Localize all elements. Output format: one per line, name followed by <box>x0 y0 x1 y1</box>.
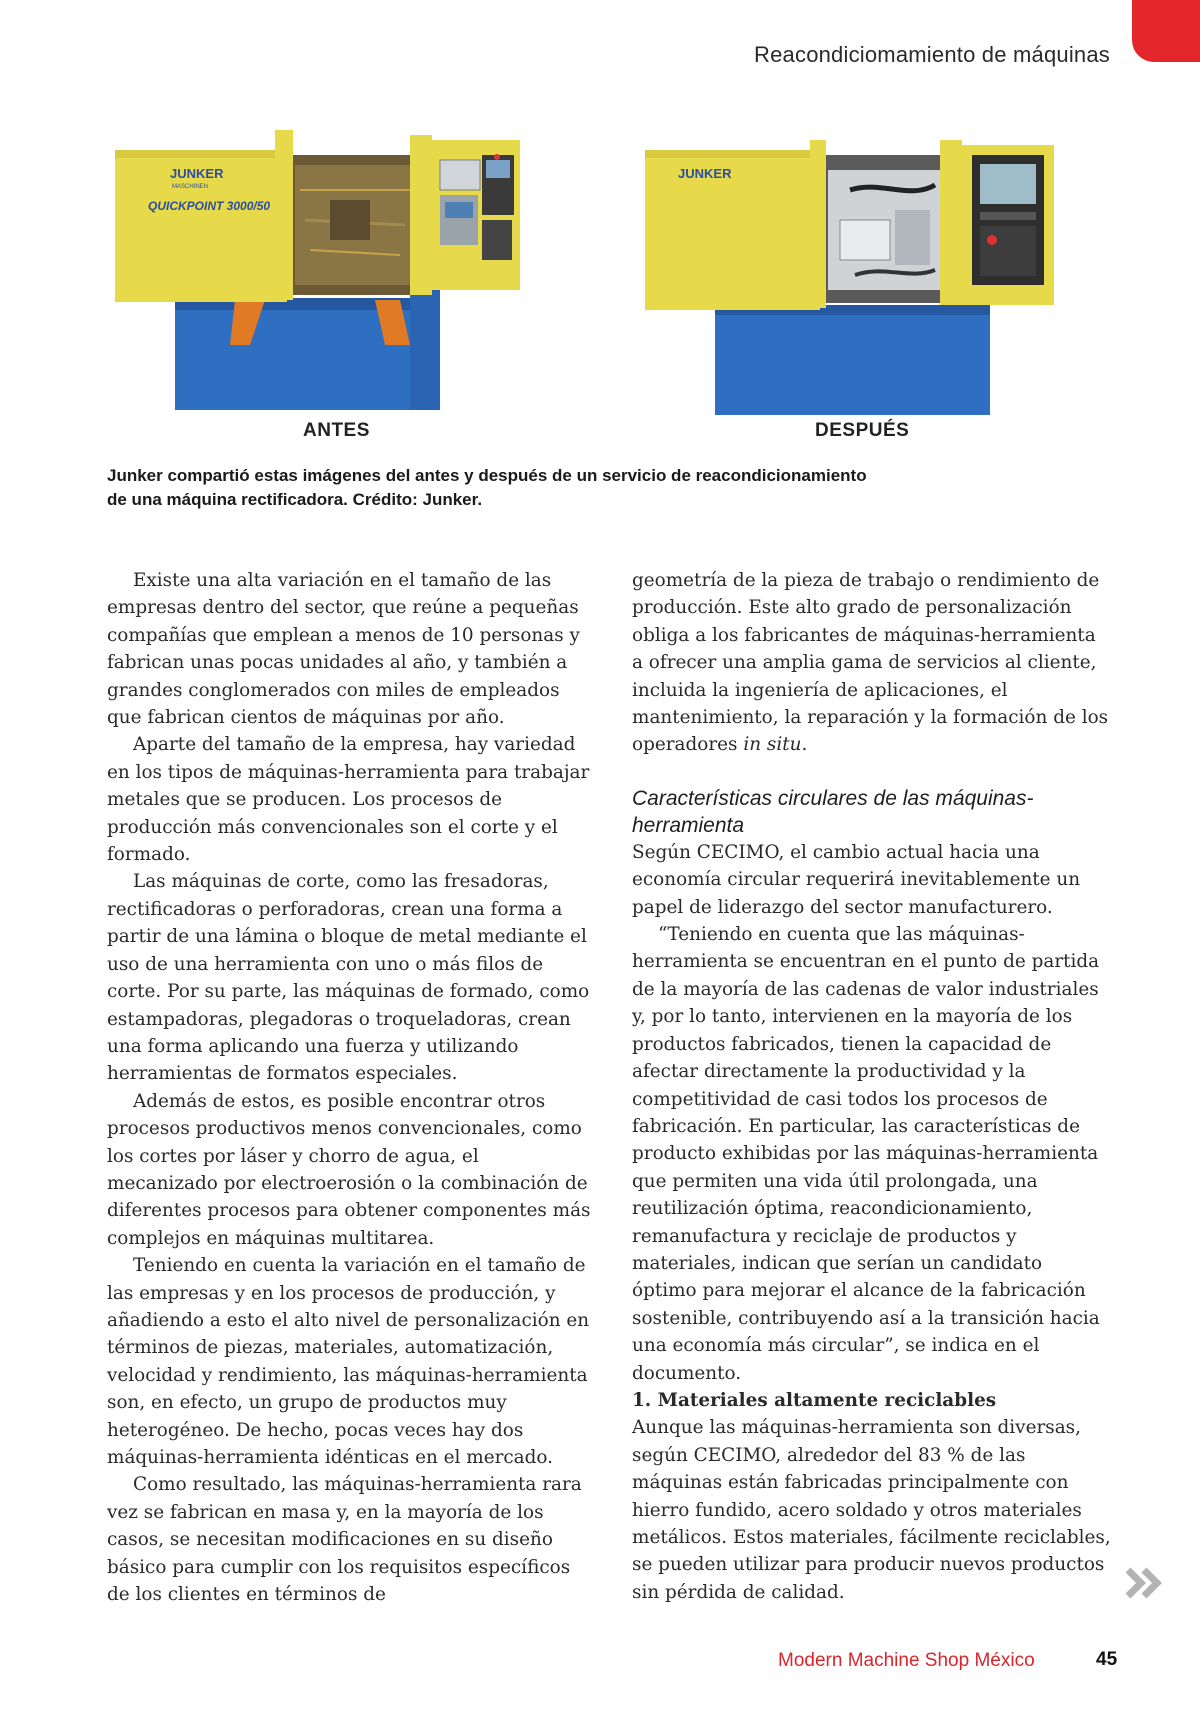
sentence-end: . <box>801 734 808 756</box>
section-subheading: Características circulares de las máquinas-herramienta <box>632 786 1034 837</box>
italic-phrase: in situ <box>743 734 802 756</box>
article-column-left <box>107 567 592 1608</box>
after-label: DESPUÉS <box>815 420 910 441</box>
continued-text: geometría de la pieza de trabajo o rendimiento de producción. Este alto grado de personalización obliga a los fabricantes de máquinas-herramienta a ofrecer una amplia gama de servicios al cliente, incluida la ingeniería de aplicaciones, el mantenimiento, la reparación y la formación de los operadores <box>632 570 1109 756</box>
article-column-right <box>632 567 1112 1606</box>
continue-arrow-icon[interactable] <box>1124 1566 1164 1600</box>
caption-line-2: de una máquina rectificadora. Crédito: Junker. <box>107 490 483 509</box>
body-paragraph: Aunque las máquinas-herramienta son diversas, según CECIMO, alrededor del 83 % de las máquinas están fabricadas principalmente con hierro fundido, acero soldado y otros materiales metálicos. Estos materiales, fácilmente reciclables, se pueden utilizar para producir nuevos productos sin pérdida de calidad. <box>632 1417 1111 1603</box>
page-number: 45 <box>1096 1649 1118 1670</box>
body-paragraph-continued <box>632 567 1112 759</box>
body-paragraph: Existe una alta variación en el tamaño de las empresas dentro del sector, que reúne a pequeñas compañías que emplean a menos de 10 personas y fabrican unas pocas unidades al año, y también a grandes conglomerados con miles de empleados que fabrican cientos de máquinas por año. <box>107 570 580 729</box>
section-color-tab <box>1132 0 1200 62</box>
caption-line-1: Junker compartió estas imágenes del antes y después de un servicio de reacondicionamiento <box>107 466 867 485</box>
after-brand-logo: JUNKER <box>678 166 732 181</box>
before-label: ANTES <box>303 420 370 441</box>
before-model-label: QUICKPOINT 3000/50 <box>148 199 271 213</box>
body-paragraph: Aparte del tamaño de la empresa, hay variedad en los tipos de máquinas-herramienta para trabajar metales que se producen. Los procesos de producción más convencionales son el corte y el formado. <box>107 734 590 866</box>
body-paragraph: Las máquinas de corte, como las fresadoras, rectificadoras o perforadoras, crean una forma a partir de una lámina o bloque de metal mediante el uso de una herramienta con uno o más filos de corte. Por su parte, las máquinas de formado, como estampadoras, plegadoras o troqueladoras, crean una forma aplicando una fuerza y utilizando herramientas de formatos especiales. <box>107 871 590 1085</box>
publication-name: Modern Machine Shop México <box>778 1650 1035 1671</box>
before-brand-logo: JUNKER <box>170 166 224 181</box>
section-header: Reacondiciomamiento de máquinas <box>754 42 1110 67</box>
machine-before-image <box>110 130 580 420</box>
body-paragraph: Además de estos, es posible encontrar otros procesos productivos menos convencionales, como los cortes por láser y chorro de agua, el mecanizado por electroerosión o la combinación de diferentes procesos para obtener componentes más complejos en máquinas multitarea. <box>107 1090 591 1249</box>
list-heading: 1. Materiales altamente reciclables <box>632 1389 997 1411</box>
quote-paragraph: “Teniendo en cuenta que las máquinas-herramienta se encuentran en el punto de partida de la mayoría de las cadenas de valor industriales y, por lo tanto, intervienen en la mayoría de los productos fabricados, tienen la capacidad de afectar directamente la productividad y la competitividad de casi todos los procesos de fabricación. En particular, las características de producto exhibidas por las máquinas-herramienta que permiten una vida útil prolongada, una reutilización óptima, reacondicionamiento, remanufactura y reciclaje de productos y materiales, indican que serían un candidato óptimo para mejorar el alcance de la fabricación sostenible, contribuyendo así a la transición hacia una economía más circular”, se indica en el documento. <box>632 924 1100 1384</box>
body-paragraph: Teniendo en cuenta la variación en el tamaño de las empresas y en los procesos de producción, y añadiendo a esto el alto nivel de personalización en términos de piezas, materiales, automatización, velocidad y rendimiento, las máquinas-herramienta son, en efecto, un grupo de productos muy heterogéneo. De hecho, pocas veces hay dos máquinas-herramienta idénticas en el mercado. <box>107 1255 590 1468</box>
machine-after-image <box>640 140 1100 420</box>
before-brand-sub: MASCHINEN <box>172 184 209 190</box>
figure-caption <box>107 464 927 512</box>
body-paragraph: Según CECIMO, el cambio actual hacia una economía circular requerirá inevitablemente un papel de liderazgo del sector manufacturero. <box>632 841 1081 918</box>
body-paragraph: Como resultado, las máquinas-herramienta rara vez se fabrican en masa y, en la mayoría de los casos, se necesitan modificaciones en su diseño básico para cumplir con los requisitos específicos de los clientes en términos de <box>107 1474 582 1606</box>
